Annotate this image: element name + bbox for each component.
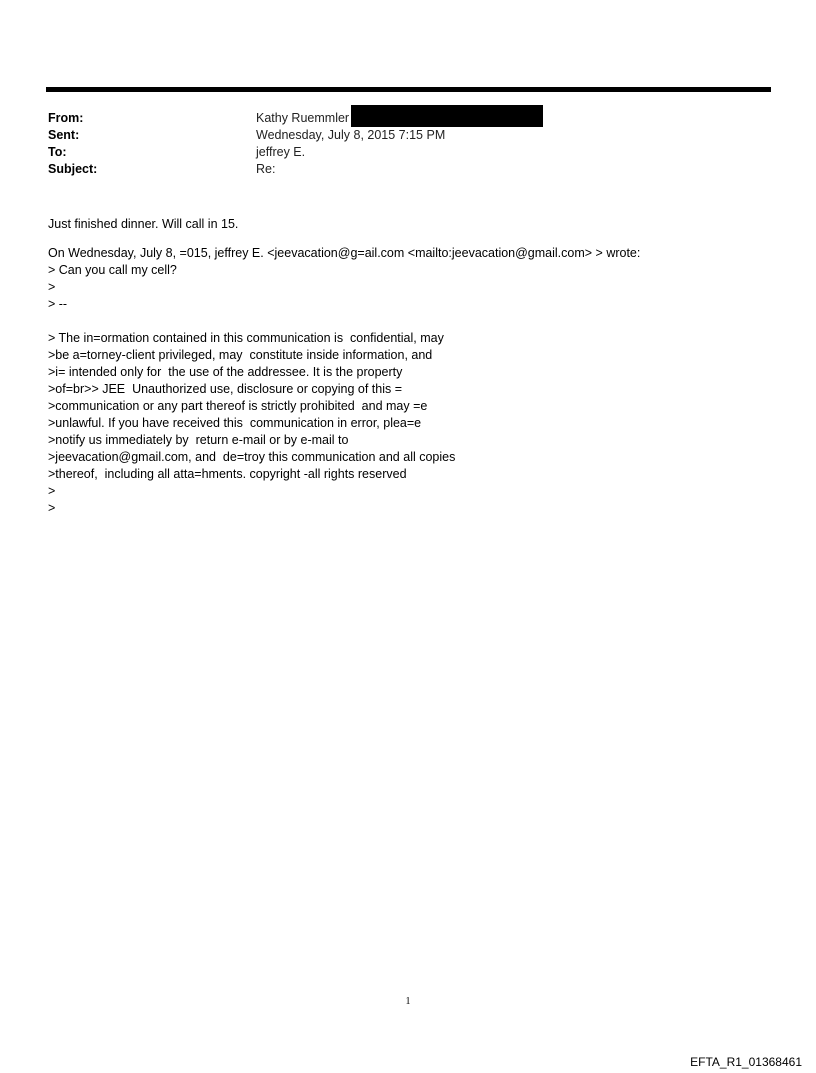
sent-value: Wednesday, July 8, 2015 7:15 PM <box>256 128 446 142</box>
from-row <box>48 110 768 127</box>
subject-value: Re: <box>256 162 276 176</box>
to-label: To: <box>48 145 67 159</box>
spacer <box>48 313 768 330</box>
quoted-line: > -- <box>48 297 68 311</box>
document-id: EFTA_R1_01368461 <box>690 1055 802 1069</box>
from-value-wrap <box>256 110 543 127</box>
quoted-line: > <box>48 280 56 294</box>
from-label: From: <box>48 111 84 125</box>
sent-row <box>48 127 768 144</box>
disclaimer-line: > <box>48 484 56 498</box>
disclaimer-line: >thereof, including all atta=hments. copyright -all rights reserved <box>48 467 407 481</box>
redaction-block <box>351 105 543 127</box>
from-value: Kathy Ruemmler <box>256 111 350 125</box>
disclaimer-line: >i= intended only for the use of the addressee. It is the property <box>48 365 403 379</box>
disclaimer-line: >notify us immediately by return e-mail or by e-mail to <box>48 433 349 447</box>
reply-text: Just finished dinner. Will call in 15. <box>48 217 239 231</box>
disclaimer-line: >of=br>> JEE Unauthorized use, disclosure or copying of this = <box>48 382 403 396</box>
page-number: 1 <box>405 996 411 1007</box>
quote-intro: On Wednesday, July 8, =015, jeffrey E. <jeevacation@g=ail.com <mailto:jeevacation@gmail.com> > wrote: <box>48 246 641 260</box>
disclaimer-line: > The in=ormation contained in this communication is confidential, may <box>48 331 444 345</box>
sent-label: Sent: <box>48 128 80 142</box>
spacer <box>48 233 768 245</box>
quoted-line: > Can you call my cell? <box>48 263 177 277</box>
disclaimer-line: >unlawful. If you have received this communication in error, plea=e <box>48 416 422 430</box>
email-body <box>48 216 768 517</box>
subject-row <box>48 161 768 178</box>
to-value: jeffrey E. <box>256 145 306 159</box>
subject-label: Subject: <box>48 162 98 176</box>
disclaimer-line: >communication or any part thereof is strictly prohibited and may =e <box>48 399 428 413</box>
header-rule <box>46 87 771 92</box>
email-header <box>48 110 768 178</box>
disclaimer-line: > <box>48 501 56 515</box>
to-row <box>48 144 768 161</box>
disclaimer-line: >be a=torney-client privileged, may constitute inside information, and <box>48 348 433 362</box>
disclaimer-line: >jeevacation@gmail.com, and de=troy this communication and all copies <box>48 450 456 464</box>
